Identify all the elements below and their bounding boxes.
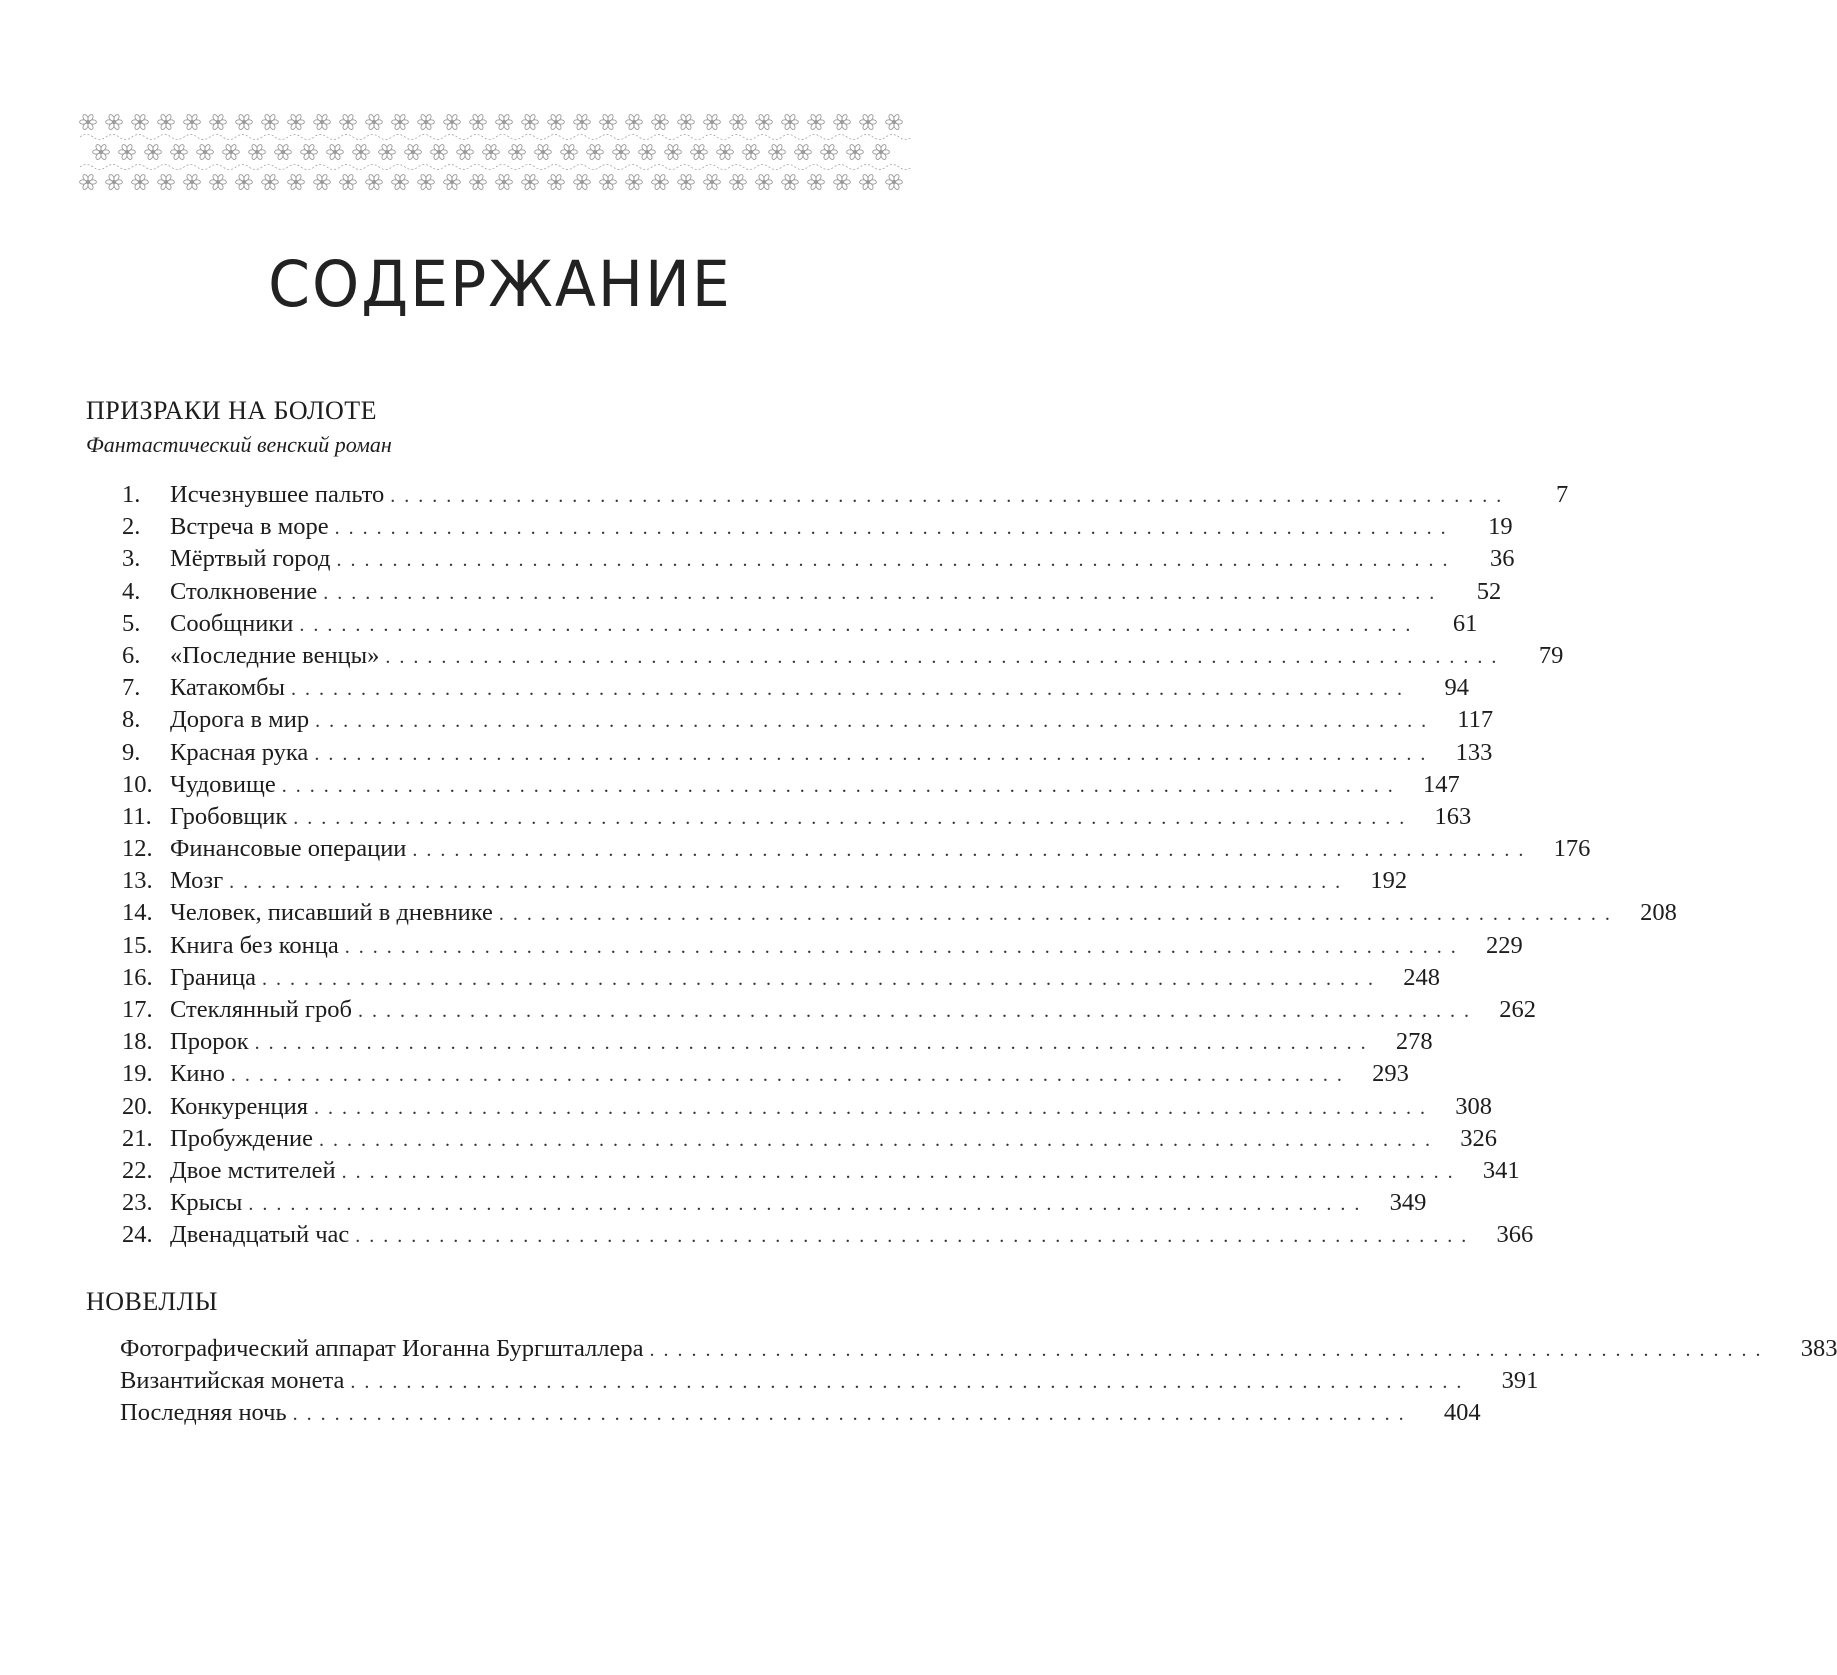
- dot-leader: ................................................................................: [248, 1193, 1369, 1216]
- toc-entry: [122, 769, 1460, 801]
- toc-entry-page: 133: [1455, 738, 1493, 766]
- toc-entry: [122, 543, 1515, 575]
- toc-entry: [120, 1333, 1837, 1365]
- toc-entry-title: Сообщники: [170, 609, 294, 637]
- dot-leader: ................................................................................: [299, 613, 1420, 636]
- toc-entry: [120, 1365, 1539, 1397]
- toc-entry-page: 341: [1482, 1156, 1520, 1184]
- toc-entry-title: Крысы: [170, 1189, 243, 1217]
- toc-entry-number: 13.: [122, 867, 153, 895]
- dot-leader: ................................................................................: [498, 903, 1619, 926]
- toc-entry: [122, 962, 1440, 994]
- toc-entry-page: 404: [1443, 1399, 1481, 1427]
- toc-entry-number: 16.: [122, 963, 153, 991]
- toc-entry-title: Мёртвый город: [170, 545, 331, 573]
- toc-entry: [122, 801, 1472, 833]
- toc-entry: [122, 511, 1513, 543]
- toc-entry-title: Исчезнувшее пальто: [170, 481, 385, 508]
- part1-heading: ПРИЗРАКИ НА БОЛОТЕ: [86, 396, 378, 425]
- dot-leader: ................................................................................: [293, 806, 1414, 829]
- toc-entry: [122, 833, 1591, 865]
- toc-entry-number: 3.: [122, 545, 141, 573]
- toc-entry: [122, 1155, 1520, 1187]
- dot-leader: ................................................................................: [254, 1032, 1375, 1055]
- toc-entry-title: Двенадцатый час: [170, 1221, 350, 1249]
- dot-leader: ................................................................................: [344, 935, 1465, 958]
- toc-entry-page: 79: [1538, 641, 1564, 669]
- dot-leader: ................................................................................: [323, 581, 1444, 604]
- toc-entry-title: Византийская монета: [120, 1367, 345, 1395]
- dot-leader: ................................................................................: [230, 1064, 1351, 1087]
- part1-subtitle: Фантастический венский роман: [86, 432, 392, 457]
- toc-entry-title: Стеклянный гроб: [170, 996, 352, 1023]
- dot-leader: ................................................................................: [229, 871, 1350, 894]
- toc-entry: [122, 865, 1408, 897]
- toc-entry-title: Финансовые операции: [170, 835, 407, 863]
- toc-entry-number: 21.: [122, 1124, 153, 1152]
- dot-leader: ................................................................................: [341, 1160, 1462, 1183]
- toc-entry: [122, 1058, 1409, 1090]
- toc-entry: [122, 1187, 1427, 1219]
- toc-entry-number: 12.: [122, 835, 153, 863]
- toc-entry-number: 2.: [122, 513, 141, 541]
- dot-leader: ................................................................................: [336, 549, 1457, 572]
- toc-entry: [122, 994, 1536, 1026]
- chapter-list: [122, 479, 1677, 1252]
- toc-entry-page: 163: [1434, 802, 1472, 830]
- toc-entry: [122, 608, 1478, 640]
- toc-entry-number: 10.: [122, 770, 153, 798]
- toc-entry-title: Чудовище: [170, 770, 276, 798]
- toc-entry-page: 326: [1460, 1124, 1498, 1152]
- toc-entry: [122, 672, 1470, 704]
- dot-leader: ................................................................................: [649, 1339, 1770, 1361]
- toc-entry-title: Конкуренция: [170, 1092, 309, 1120]
- toc-entry-page: 176: [1553, 835, 1591, 863]
- dot-leader: ................................................................................: [412, 839, 1533, 862]
- toc-entry: [122, 897, 1677, 929]
- dot-leader: ................................................................................: [281, 774, 1402, 797]
- toc-entry-number: 24.: [122, 1221, 153, 1249]
- toc-entry-title: Граница: [170, 963, 256, 991]
- toc-entry-page: 61: [1452, 609, 1478, 637]
- toc-entry: [122, 640, 1564, 672]
- toc-entry: [122, 1219, 1534, 1251]
- toc-entry: [122, 479, 1569, 511]
- toc-entry-title: Последняя ночь: [120, 1399, 287, 1427]
- toc-entry: [122, 704, 1494, 736]
- toc-entry-page: 208: [1640, 899, 1677, 927]
- dot-leader: ................................................................................: [261, 967, 1382, 990]
- toc-entry-number: 1.: [122, 481, 141, 508]
- toc-entry-page: 248: [1403, 963, 1440, 991]
- toc-entry-title: Двое мстителей: [170, 1156, 336, 1184]
- toc-entry-title: Катакомбы: [170, 674, 286, 702]
- toc-entry-number: 20.: [122, 1092, 153, 1120]
- dot-leader: ................................................................................: [319, 1128, 1440, 1151]
- lace-flower-border-icon: [80, 108, 906, 196]
- toc-entry-number: 23.: [122, 1189, 153, 1217]
- toc-entry-title: Гробовщик: [170, 802, 288, 830]
- toc-entry-page: 293: [1372, 1060, 1409, 1088]
- toc-entry-number: 22.: [122, 1156, 153, 1184]
- dot-leader: ................................................................................: [292, 1403, 1413, 1426]
- toc-entry-number: 9.: [122, 738, 141, 766]
- toc-entry-page: 7: [1555, 481, 1569, 508]
- toc-entry-title: Дорога в мир: [170, 706, 310, 734]
- dot-leader: ................................................................................: [314, 1096, 1435, 1119]
- toc-entry-page: 308: [1455, 1092, 1493, 1120]
- toc-entry-number: 7.: [122, 674, 141, 702]
- toc-entry-number: 14.: [122, 899, 153, 927]
- dot-leader: ................................................................................: [385, 645, 1506, 668]
- dot-leader: ................................................................................: [315, 710, 1436, 733]
- toc-entry-number: 18.: [122, 1028, 153, 1056]
- toc-entry-title: Пророк: [170, 1028, 249, 1056]
- toc-entry-page: 278: [1395, 1028, 1433, 1056]
- toc-entry-title: Фотографический аппарат Иоганна Бургшталлера: [120, 1335, 644, 1362]
- toc-entry-page: 117: [1457, 706, 1494, 734]
- dot-leader: ................................................................................: [314, 742, 1435, 765]
- toc-entry-title: Человек, писавший в дневнике: [170, 899, 493, 927]
- dot-leader: ................................................................................: [291, 678, 1412, 701]
- part2-heading: НОВЕЛЛЫ: [86, 1287, 218, 1316]
- toc-entry-title: Столкновение: [170, 577, 318, 605]
- toc-entry: [120, 1397, 1481, 1429]
- dot-leader: ................................................................................: [334, 517, 1455, 540]
- toc-entry-title: Кино: [170, 1060, 225, 1088]
- dot-leader: ................................................................................: [350, 1371, 1471, 1394]
- toc-entry-title: Мозг: [170, 867, 224, 895]
- dot-leader: ................................................................................: [357, 1000, 1478, 1022]
- toc-entry: [122, 930, 1523, 962]
- toc-entry-page: 229: [1486, 931, 1523, 959]
- toc-entry-number: 4.: [122, 577, 141, 605]
- toc-entry-page: 147: [1423, 770, 1460, 798]
- toc-entry-title: Красная рука: [170, 738, 309, 766]
- toc-entry-page: 366: [1496, 1221, 1534, 1249]
- toc-entry-number: 5.: [122, 609, 141, 637]
- dot-leader: ................................................................................: [355, 1225, 1476, 1248]
- toc-entry-title: Пробуждение: [170, 1124, 314, 1152]
- toc-entry-page: 192: [1370, 867, 1408, 895]
- toc-entry-page: 383: [1800, 1335, 1837, 1362]
- page-title: СОДЕРЖАНИЕ: [268, 248, 732, 322]
- toc-entry-page: 262: [1499, 996, 1536, 1023]
- toc-entry: [122, 737, 1493, 769]
- story-list: [120, 1333, 1837, 1430]
- toc-entry-title: «Последние венцы»: [170, 641, 380, 669]
- toc-entry-number: 17.: [122, 996, 153, 1023]
- toc-entry-number: 19.: [122, 1060, 153, 1088]
- toc-entry-page: 94: [1444, 674, 1470, 702]
- toc-entry: [122, 1091, 1493, 1123]
- toc-entry-page: 36: [1490, 545, 1515, 573]
- toc-entry-page: 19: [1488, 513, 1513, 541]
- toc-entry: [122, 1026, 1433, 1058]
- toc-entry-page: 349: [1389, 1189, 1427, 1217]
- toc-entry-number: 15.: [122, 931, 153, 959]
- toc-entry-title: Книга без конца: [170, 931, 339, 959]
- toc-entry-number: 8.: [122, 706, 141, 734]
- toc-entry-page: 52: [1476, 577, 1502, 605]
- toc-entry: [122, 1123, 1498, 1155]
- toc-entry-number: 6.: [122, 641, 141, 669]
- toc-entry-page: 391: [1501, 1367, 1539, 1395]
- toc-entry-title: Встреча в море: [170, 513, 329, 541]
- toc-entry-number: 11.: [122, 802, 152, 830]
- dot-leader: ................................................................................: [390, 485, 1511, 507]
- toc-entry: [122, 576, 1502, 608]
